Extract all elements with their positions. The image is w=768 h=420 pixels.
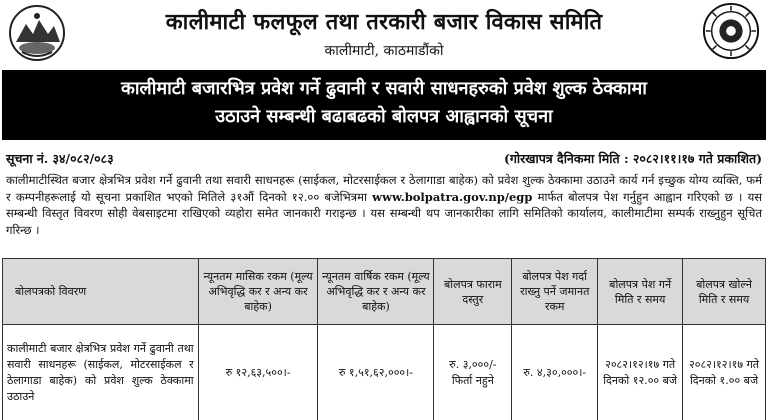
publication-date: (गोरखापत्र दैनिकमा मिति : २०८२।११।१७ गते प्रकाशित): [503, 151, 762, 166]
header-deposit-amount: बोलपत्र पेश गर्दा राख्नु पर्ने जमानत रकम: [512, 259, 598, 325]
header-annual-amount: न्यूनतम वार्षिक रकम (मूल्य अभिवृद्धि कर र अन्य कर बाहेक): [318, 259, 434, 325]
table-row: [3, 325, 766, 420]
cell-form-fee: रु. ३,०००/- फिर्ता नहुने: [434, 325, 512, 420]
banner-title-line1: कालीमाटी बजारभित्र प्रवेश गर्ने ढुवानी र सवारी साधनहरुको प्रवेश शुल्क ठेक्कामा: [121, 78, 647, 99]
notice-body: [6, 172, 762, 238]
cell-submission-date: २०८२।१२।१७ गते दिनको १२.०० बजे: [598, 325, 683, 420]
notice-title-banner: [2, 70, 766, 140]
header-monthly-amount: न्यूनतम मासिक रकम (मूल्य अभिवृद्धि कर र अन्य कर बाहेक): [198, 259, 318, 325]
organization-location: कालीमाटी, काठमाडौंको: [324, 43, 444, 59]
document-header: [0, 0, 768, 68]
cell-description: कालीमाटी बजार क्षेत्रभित्र प्रवेश गर्ने ढुवानी तथा सवारी साधनहरू (साईकल, मोटरसाईकल र ठेलागाडा बाहेक) को प्रवेश शुल्क ठेक्कामा उठाउने: [3, 325, 199, 420]
committee-seal-icon: [702, 2, 760, 60]
header-opening-date: बोलपत्र खोल्ने मिति र समय: [683, 259, 766, 325]
bid-details-table: [2, 258, 766, 420]
banner-title-line2: उठाउने सम्बन्धी बढाबढको बोलपत्र आह्वानको सूचना: [215, 106, 553, 127]
bolpatra-url-link[interactable]: www.bolpatra.gov.np/egp: [372, 189, 533, 204]
notice-meta-row: [2, 150, 766, 168]
body-text-part2: मार्फत बोलपत्र पेश गर्नुहुन आह्वान गरिएको छ । यस सम्बन्धी विस्तृत विवरण सोही वेबसाइटमा राखिएको व्यहोरा समेत जानकारी गराइन्छ । यस सम्बन्धी थप जानकारीका लागि समितिको कार्यालय, कालीमाटीमा सम्पर्क राख्नुहुन सूचित गरिन्छ ।: [6, 189, 763, 237]
cell-annual-amount: रु १,५१,६२,०००।-: [318, 325, 434, 420]
header-submission-date: बोलपत्र पेश गर्ने मिति र समय: [598, 259, 683, 325]
table-header-row: [3, 259, 766, 325]
header-form-fee: बोलपत्र फाराम दस्तुर: [434, 259, 512, 325]
organization-name: कालीमाटी फलफूल तथा तरकारी बजार विकास समिति: [165, 9, 603, 35]
cell-opening-date: २०८२।१२।१७ गते दिनको १.०० बजे: [683, 325, 766, 420]
cell-deposit-amount: रु. ४,३०,०००।-: [512, 325, 598, 420]
notice-number: सूचना नं. ३४/०८२/०८३: [6, 151, 114, 166]
header-bid-description: बोलपत्रको विवरण: [3, 259, 199, 325]
cell-monthly-amount: रु १२,६३,५००।-: [198, 325, 318, 420]
body-text-part1: कालीमाटीस्थित बजार क्षेत्रभित्र प्रवेश गर्ने ढुवानी तथा सवारी साधनहरू (साईकल, मोटरसाईकल र ठेलागाडा बाहेक) को प्रवेश शुल्क ठेक्कामा उठाउने कार्य गर्न इच्छुक योग्य व्यक्ति, फर्म र कम्पनीहरूलाई यो सूचना प्रकाशित भएको मितिले ३१औं दिनको १२.०० बजेभित्रमा: [6, 173, 762, 204]
